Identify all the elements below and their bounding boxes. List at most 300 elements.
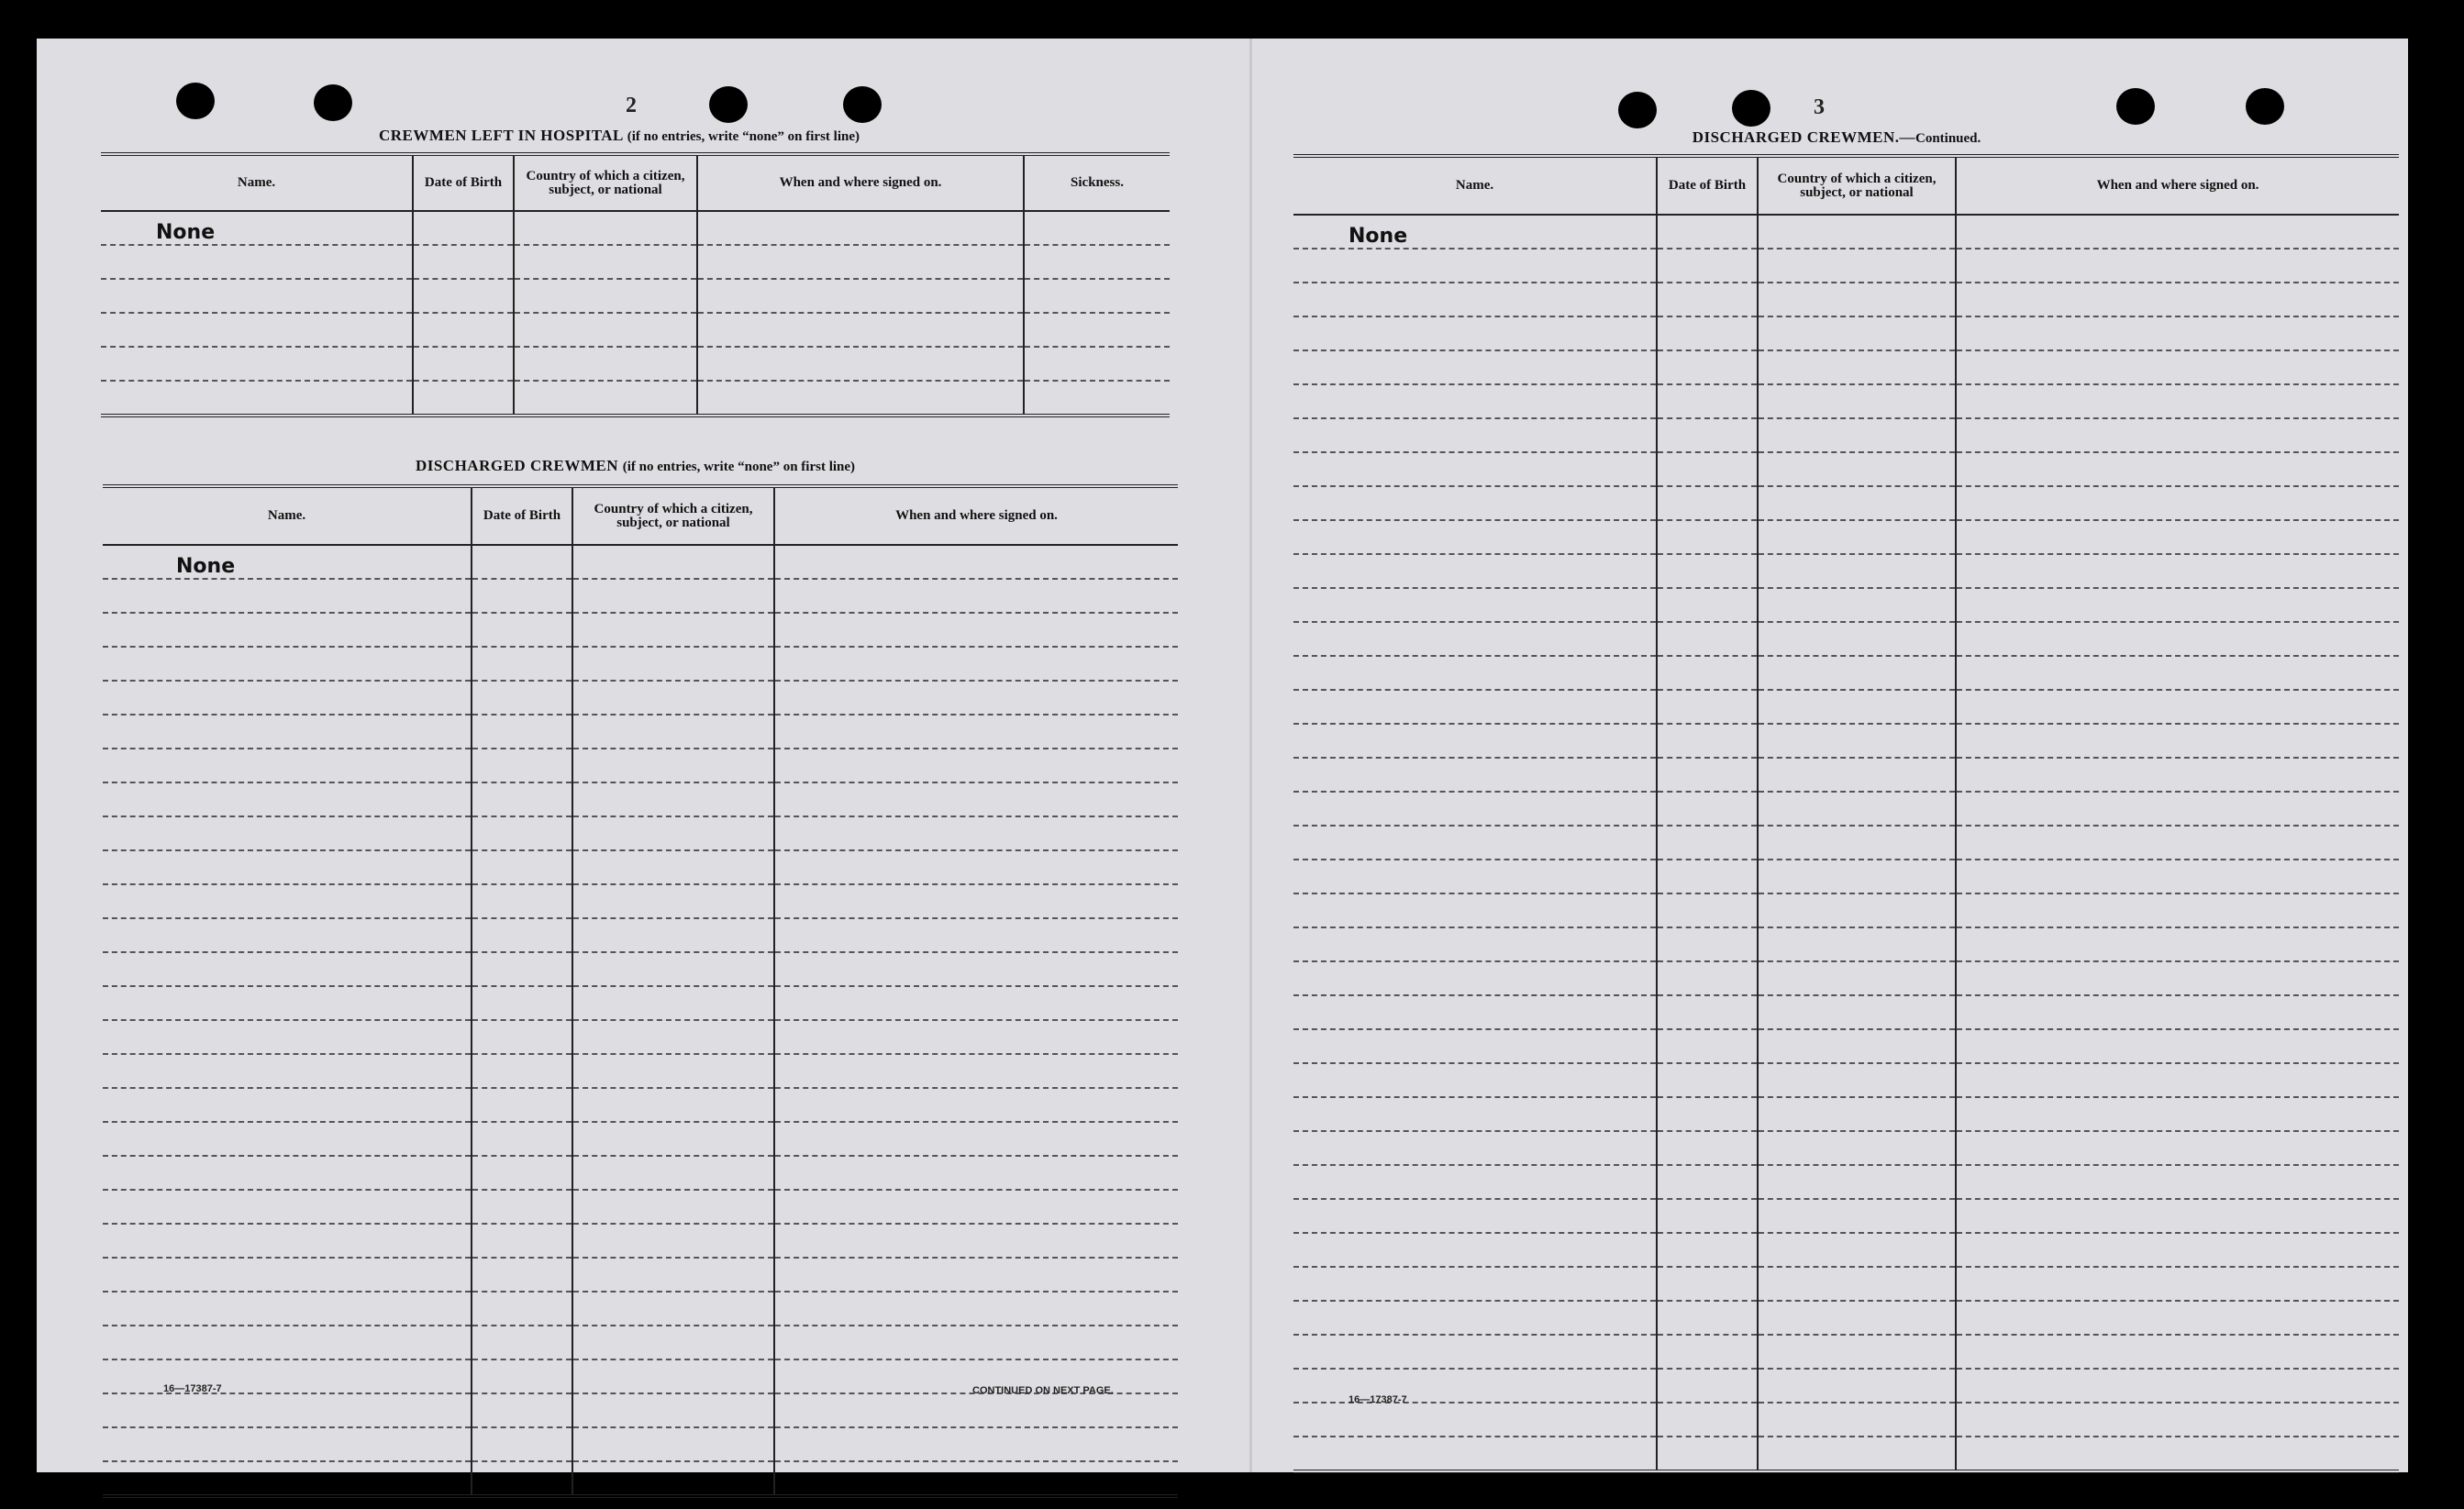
table-row [103, 1326, 1178, 1359]
col-date-of-birth: Date of Birth [472, 486, 572, 545]
table-cell [1293, 1199, 1657, 1233]
table-cell [1657, 1233, 1758, 1267]
table-row [1293, 1335, 2399, 1369]
table-cell [1293, 893, 1657, 927]
table-cell [572, 1156, 774, 1190]
table-row [1293, 622, 2399, 656]
table-cell [1293, 758, 1657, 792]
table-cell [103, 1393, 472, 1427]
table-cell [572, 850, 774, 884]
table-row [1293, 588, 2399, 622]
table-cell [1758, 554, 1956, 588]
table-cell [1956, 927, 2399, 961]
form-sheet [37, 39, 2408, 1472]
table-row [1293, 384, 2399, 418]
table-row [1293, 486, 2399, 520]
table-cell [572, 884, 774, 918]
table-cell [472, 715, 572, 749]
table-cell [1293, 520, 1657, 554]
table-cell [572, 1292, 774, 1326]
table-cell [472, 1393, 572, 1427]
table-row [1293, 927, 2399, 961]
table-cell [1758, 792, 1956, 826]
table-cell [1657, 1199, 1758, 1233]
table-row [103, 1393, 1178, 1427]
table-row [1293, 961, 2399, 995]
table-cell [1657, 384, 1758, 418]
table-cell [1758, 995, 1956, 1029]
table-row [103, 918, 1178, 952]
table-cell [472, 1461, 572, 1496]
table-cell [472, 986, 572, 1020]
table-cell [1657, 961, 1758, 995]
table-cell [1956, 724, 2399, 758]
hospital-table [101, 152, 1170, 417]
table-cell [1956, 1437, 2399, 1471]
table-cell [472, 1292, 572, 1326]
table-cell [472, 681, 572, 715]
table-row [103, 816, 1178, 850]
table-cell [697, 347, 1024, 381]
table-row [1293, 1097, 2399, 1131]
table-cell [1956, 1335, 2399, 1369]
table-cell [1293, 1335, 1657, 1369]
table-cell [1956, 1029, 2399, 1063]
table-cell [1657, 316, 1758, 350]
table-cell [697, 381, 1024, 416]
table-cell [1657, 690, 1758, 724]
table-cell [1956, 758, 2399, 792]
table-cell [1293, 860, 1657, 893]
table-cell [1956, 215, 2399, 249]
table-cell [1293, 690, 1657, 724]
discharged-section-title [101, 457, 1170, 475]
table-row [103, 681, 1178, 715]
table-cell [1657, 1131, 1758, 1165]
table-cell [1657, 215, 1758, 249]
table-row [1293, 249, 2399, 283]
table-cell [1758, 893, 1956, 927]
table-cell [472, 579, 572, 613]
table-cell [514, 347, 697, 381]
table-row [103, 884, 1178, 918]
table-cell [1758, 1267, 1956, 1301]
punch-hole [2116, 88, 2155, 125]
table-cell [1293, 486, 1657, 520]
table-cell [1758, 826, 1956, 860]
table-cell [1956, 520, 2399, 554]
table-cell [472, 613, 572, 647]
table-cell [101, 381, 413, 416]
table-cell [103, 1156, 472, 1190]
table-cell [774, 850, 1178, 884]
table-cell [1657, 1165, 1758, 1199]
table-row [1293, 1267, 2399, 1301]
table-row [103, 1088, 1178, 1122]
table-cell [103, 1258, 472, 1292]
discharged-title: DISCHARGED CREWMEN [415, 457, 618, 474]
table-cell [774, 715, 1178, 749]
table-cell [472, 1122, 572, 1156]
table-cell [572, 986, 774, 1020]
table-cell [572, 1258, 774, 1292]
table-cell [1657, 893, 1758, 927]
table-cell [1657, 1369, 1758, 1403]
table-cell [1657, 1335, 1758, 1369]
table-cell [1758, 622, 1956, 656]
discharged-continued-title [1293, 128, 2380, 147]
table-cell [1956, 249, 2399, 283]
table-cell [774, 1427, 1178, 1461]
punch-hole [843, 86, 882, 123]
table-cell [1956, 656, 2399, 690]
table-cell [1657, 418, 1758, 452]
table-cell [1956, 1199, 2399, 1233]
table-cell [1293, 588, 1657, 622]
table-cell [103, 1224, 472, 1258]
table-cell [774, 749, 1178, 782]
table-cell [697, 245, 1024, 279]
col-country: Country of which a citizen, subject, or national [572, 486, 774, 545]
table-row [1293, 724, 2399, 758]
table-row [1293, 350, 2399, 384]
table-cell [774, 986, 1178, 1020]
table-cell [1758, 520, 1956, 554]
table-cell [1657, 758, 1758, 792]
table-cell [1657, 520, 1758, 554]
table-row [1293, 656, 2399, 690]
table-cell [1293, 316, 1657, 350]
table-cell [774, 1258, 1178, 1292]
table-cell [1758, 1437, 1956, 1471]
table-row [103, 850, 1178, 884]
discharged-rows [103, 545, 1178, 1496]
table-cell [1293, 1437, 1657, 1471]
table-cell [413, 245, 514, 279]
table-cell [1758, 249, 1956, 283]
table-row [1293, 792, 2399, 826]
table-cell [103, 1122, 472, 1156]
table-cell [1293, 554, 1657, 588]
table-cell [1758, 350, 1956, 384]
entry-none: None [103, 545, 472, 579]
table-cell [103, 884, 472, 918]
table-cell [472, 749, 572, 782]
hospital-section-title [101, 127, 1138, 145]
table-row [103, 782, 1178, 816]
table-row [1293, 1233, 2399, 1267]
table-row [1293, 758, 2399, 792]
table-row [103, 1427, 1178, 1461]
table-row [103, 613, 1178, 647]
table-row [101, 211, 1170, 245]
punch-hole [709, 86, 748, 123]
table-row [1293, 860, 2399, 893]
table-cell [1293, 724, 1657, 758]
table-cell [774, 1020, 1178, 1054]
table-cell [1024, 347, 1170, 381]
table-cell [1293, 249, 1657, 283]
table-row [103, 1292, 1178, 1326]
table-cell [1657, 622, 1758, 656]
table-cell [1657, 995, 1758, 1029]
hospital-subtitle: (if no entries, write “none” on first line) [627, 129, 860, 144]
table-cell [472, 1156, 572, 1190]
table-row [1293, 452, 2399, 486]
table-cell [774, 647, 1178, 681]
table-row [1293, 995, 2399, 1029]
table-cell [103, 715, 472, 749]
table-cell [1758, 384, 1956, 418]
table-cell [572, 749, 774, 782]
punch-hole [176, 83, 215, 119]
table-cell [103, 986, 472, 1020]
col-date-of-birth: Date of Birth [1657, 156, 1758, 215]
table-cell [572, 816, 774, 850]
table-cell [572, 545, 774, 579]
table-cell [101, 245, 413, 279]
form-number-left: 16—17387-7 [163, 1383, 222, 1394]
table-cell [472, 816, 572, 850]
table-row [1293, 1131, 2399, 1165]
form-number-right: 16—17387-7 [1349, 1394, 1407, 1405]
table-row [1293, 826, 2399, 860]
table-cell [774, 579, 1178, 613]
table-cell [472, 545, 572, 579]
table-cell [1657, 1301, 1758, 1335]
table-cell [1956, 350, 2399, 384]
table-cell [572, 1054, 774, 1088]
table-cell [1956, 792, 2399, 826]
table-cell [103, 1326, 472, 1359]
table-cell [413, 381, 514, 416]
punch-hole [1732, 90, 1770, 127]
table-cell [572, 1427, 774, 1461]
table-row [103, 1258, 1178, 1292]
table-row [103, 1156, 1178, 1190]
table-cell [1758, 656, 1956, 690]
discharged-continued-main: DISCHARGED CREWMEN.— [1692, 128, 1915, 146]
table-cell [472, 1427, 572, 1461]
table-cell [472, 850, 572, 884]
table-cell [514, 245, 697, 279]
table-row [1293, 893, 2399, 927]
table-cell [103, 918, 472, 952]
table-cell [103, 681, 472, 715]
page-number-right: 3 [1814, 95, 1825, 119]
table-cell [774, 1156, 1178, 1190]
table-cell [1293, 1233, 1657, 1267]
table-cell [1956, 418, 2399, 452]
discharged-subtitle: (if no entries, write “none” on first line) [622, 460, 856, 474]
table-row [101, 381, 1170, 416]
table-row [1293, 215, 2399, 249]
table-cell [1758, 1403, 1956, 1437]
table-row [103, 1122, 1178, 1156]
table-cell [1657, 452, 1758, 486]
table-row [103, 545, 1178, 579]
table-cell [413, 279, 514, 313]
table-cell [774, 1393, 1178, 1427]
table-cell [472, 1258, 572, 1292]
punch-hole [1618, 92, 1657, 128]
table-cell [572, 782, 774, 816]
table-cell [472, 884, 572, 918]
table-cell [572, 579, 774, 613]
table-cell [1956, 1233, 2399, 1267]
table-cell [1758, 758, 1956, 792]
table-row [1293, 1369, 2399, 1403]
table-row [1293, 1165, 2399, 1199]
table-row [1293, 554, 2399, 588]
table-cell [1956, 283, 2399, 316]
table-cell [1956, 554, 2399, 588]
discharged-continued-sub: Continued. [1915, 131, 1981, 146]
table-cell [1956, 622, 2399, 656]
table-cell [774, 952, 1178, 986]
table-cell [1956, 452, 2399, 486]
table-cell [101, 313, 413, 347]
table-row [103, 952, 1178, 986]
table-row [1293, 1403, 2399, 1437]
table-cell [774, 884, 1178, 918]
table-cell [1956, 690, 2399, 724]
table-cell [774, 918, 1178, 952]
table-cell [1293, 418, 1657, 452]
hospital-rows [101, 211, 1170, 416]
table-cell [1293, 1097, 1657, 1131]
table-cell [1293, 1029, 1657, 1063]
hospital-title: CREWMEN LEFT IN HOSPITAL [379, 127, 623, 144]
table-cell [1657, 350, 1758, 384]
table-cell [413, 211, 514, 245]
table-cell [1956, 961, 2399, 995]
table-cell [472, 647, 572, 681]
table-cell [1758, 1369, 1956, 1403]
table-cell [413, 347, 514, 381]
table-cell [1657, 927, 1758, 961]
table-cell [103, 1020, 472, 1054]
table-cell [472, 1190, 572, 1224]
table-cell [103, 1088, 472, 1122]
table-cell [472, 1054, 572, 1088]
table-cell [514, 211, 697, 245]
table-cell [1657, 283, 1758, 316]
table-cell [1293, 1301, 1657, 1335]
table-cell [774, 816, 1178, 850]
table-cell [572, 1088, 774, 1122]
table-cell [1758, 215, 1956, 249]
table-cell [1956, 1369, 2399, 1403]
table-cell [472, 1088, 572, 1122]
table-cell [103, 850, 472, 884]
table-cell [572, 1020, 774, 1054]
discharged-continued-rows [1293, 215, 2399, 1471]
table-cell [774, 1326, 1178, 1359]
table-cell [514, 313, 697, 347]
table-cell [101, 347, 413, 381]
punch-hole [2246, 88, 2284, 125]
table-row [1293, 1301, 2399, 1335]
table-cell [472, 782, 572, 816]
table-cell [774, 1224, 1178, 1258]
table-cell [1293, 961, 1657, 995]
table-cell [1293, 826, 1657, 860]
table-cell [697, 279, 1024, 313]
col-name: Name. [101, 154, 413, 211]
table-cell [1956, 826, 2399, 860]
table-cell [1956, 1063, 2399, 1097]
table-cell [572, 613, 774, 647]
table-row [1293, 283, 2399, 316]
table-cell [1657, 1267, 1758, 1301]
table-cell [572, 1461, 774, 1496]
col-country: Country of which a citizen, subject, or national [1758, 156, 1956, 215]
table-cell [413, 313, 514, 347]
table-cell [101, 279, 413, 313]
table-row [103, 579, 1178, 613]
table-cell [1956, 1097, 2399, 1131]
table-cell [572, 1190, 774, 1224]
table-cell [774, 681, 1178, 715]
table-cell [1293, 1403, 1657, 1437]
table-cell [1956, 1165, 2399, 1199]
table-row [101, 347, 1170, 381]
table-cell [1024, 245, 1170, 279]
table-cell [1758, 486, 1956, 520]
table-cell [103, 579, 472, 613]
table-row [1293, 520, 2399, 554]
table-cell [1293, 384, 1657, 418]
table-row [103, 986, 1178, 1020]
table-cell [103, 1359, 472, 1393]
table-cell [1956, 1131, 2399, 1165]
table-cell [774, 1088, 1178, 1122]
table-cell [1657, 1403, 1758, 1437]
table-cell [1758, 961, 1956, 995]
table-cell [103, 613, 472, 647]
table-cell [774, 545, 1178, 579]
col-signed-on: When and where signed on. [774, 486, 1178, 545]
table-cell [1657, 792, 1758, 826]
table-cell [1657, 1029, 1758, 1063]
table-cell [1657, 826, 1758, 860]
table-cell [774, 613, 1178, 647]
table-cell [1293, 1165, 1657, 1199]
table-cell [1024, 211, 1170, 245]
table-cell [774, 1190, 1178, 1224]
table-cell [103, 782, 472, 816]
table-cell [697, 313, 1024, 347]
table-cell [1293, 792, 1657, 826]
table-row [103, 1190, 1178, 1224]
table-cell [472, 918, 572, 952]
table-cell [572, 918, 774, 952]
table-cell [1956, 384, 2399, 418]
table-cell [1293, 927, 1657, 961]
table-cell [1293, 350, 1657, 384]
col-country: Country of which a citizen, subject, or national [514, 154, 697, 211]
table-cell [1293, 622, 1657, 656]
table-row [103, 1224, 1178, 1258]
table-cell [774, 782, 1178, 816]
table-row [103, 647, 1178, 681]
col-name: Name. [103, 486, 472, 545]
table-cell [1758, 283, 1956, 316]
table-row [1293, 690, 2399, 724]
table-cell [1657, 249, 1758, 283]
table-cell [1758, 316, 1956, 350]
